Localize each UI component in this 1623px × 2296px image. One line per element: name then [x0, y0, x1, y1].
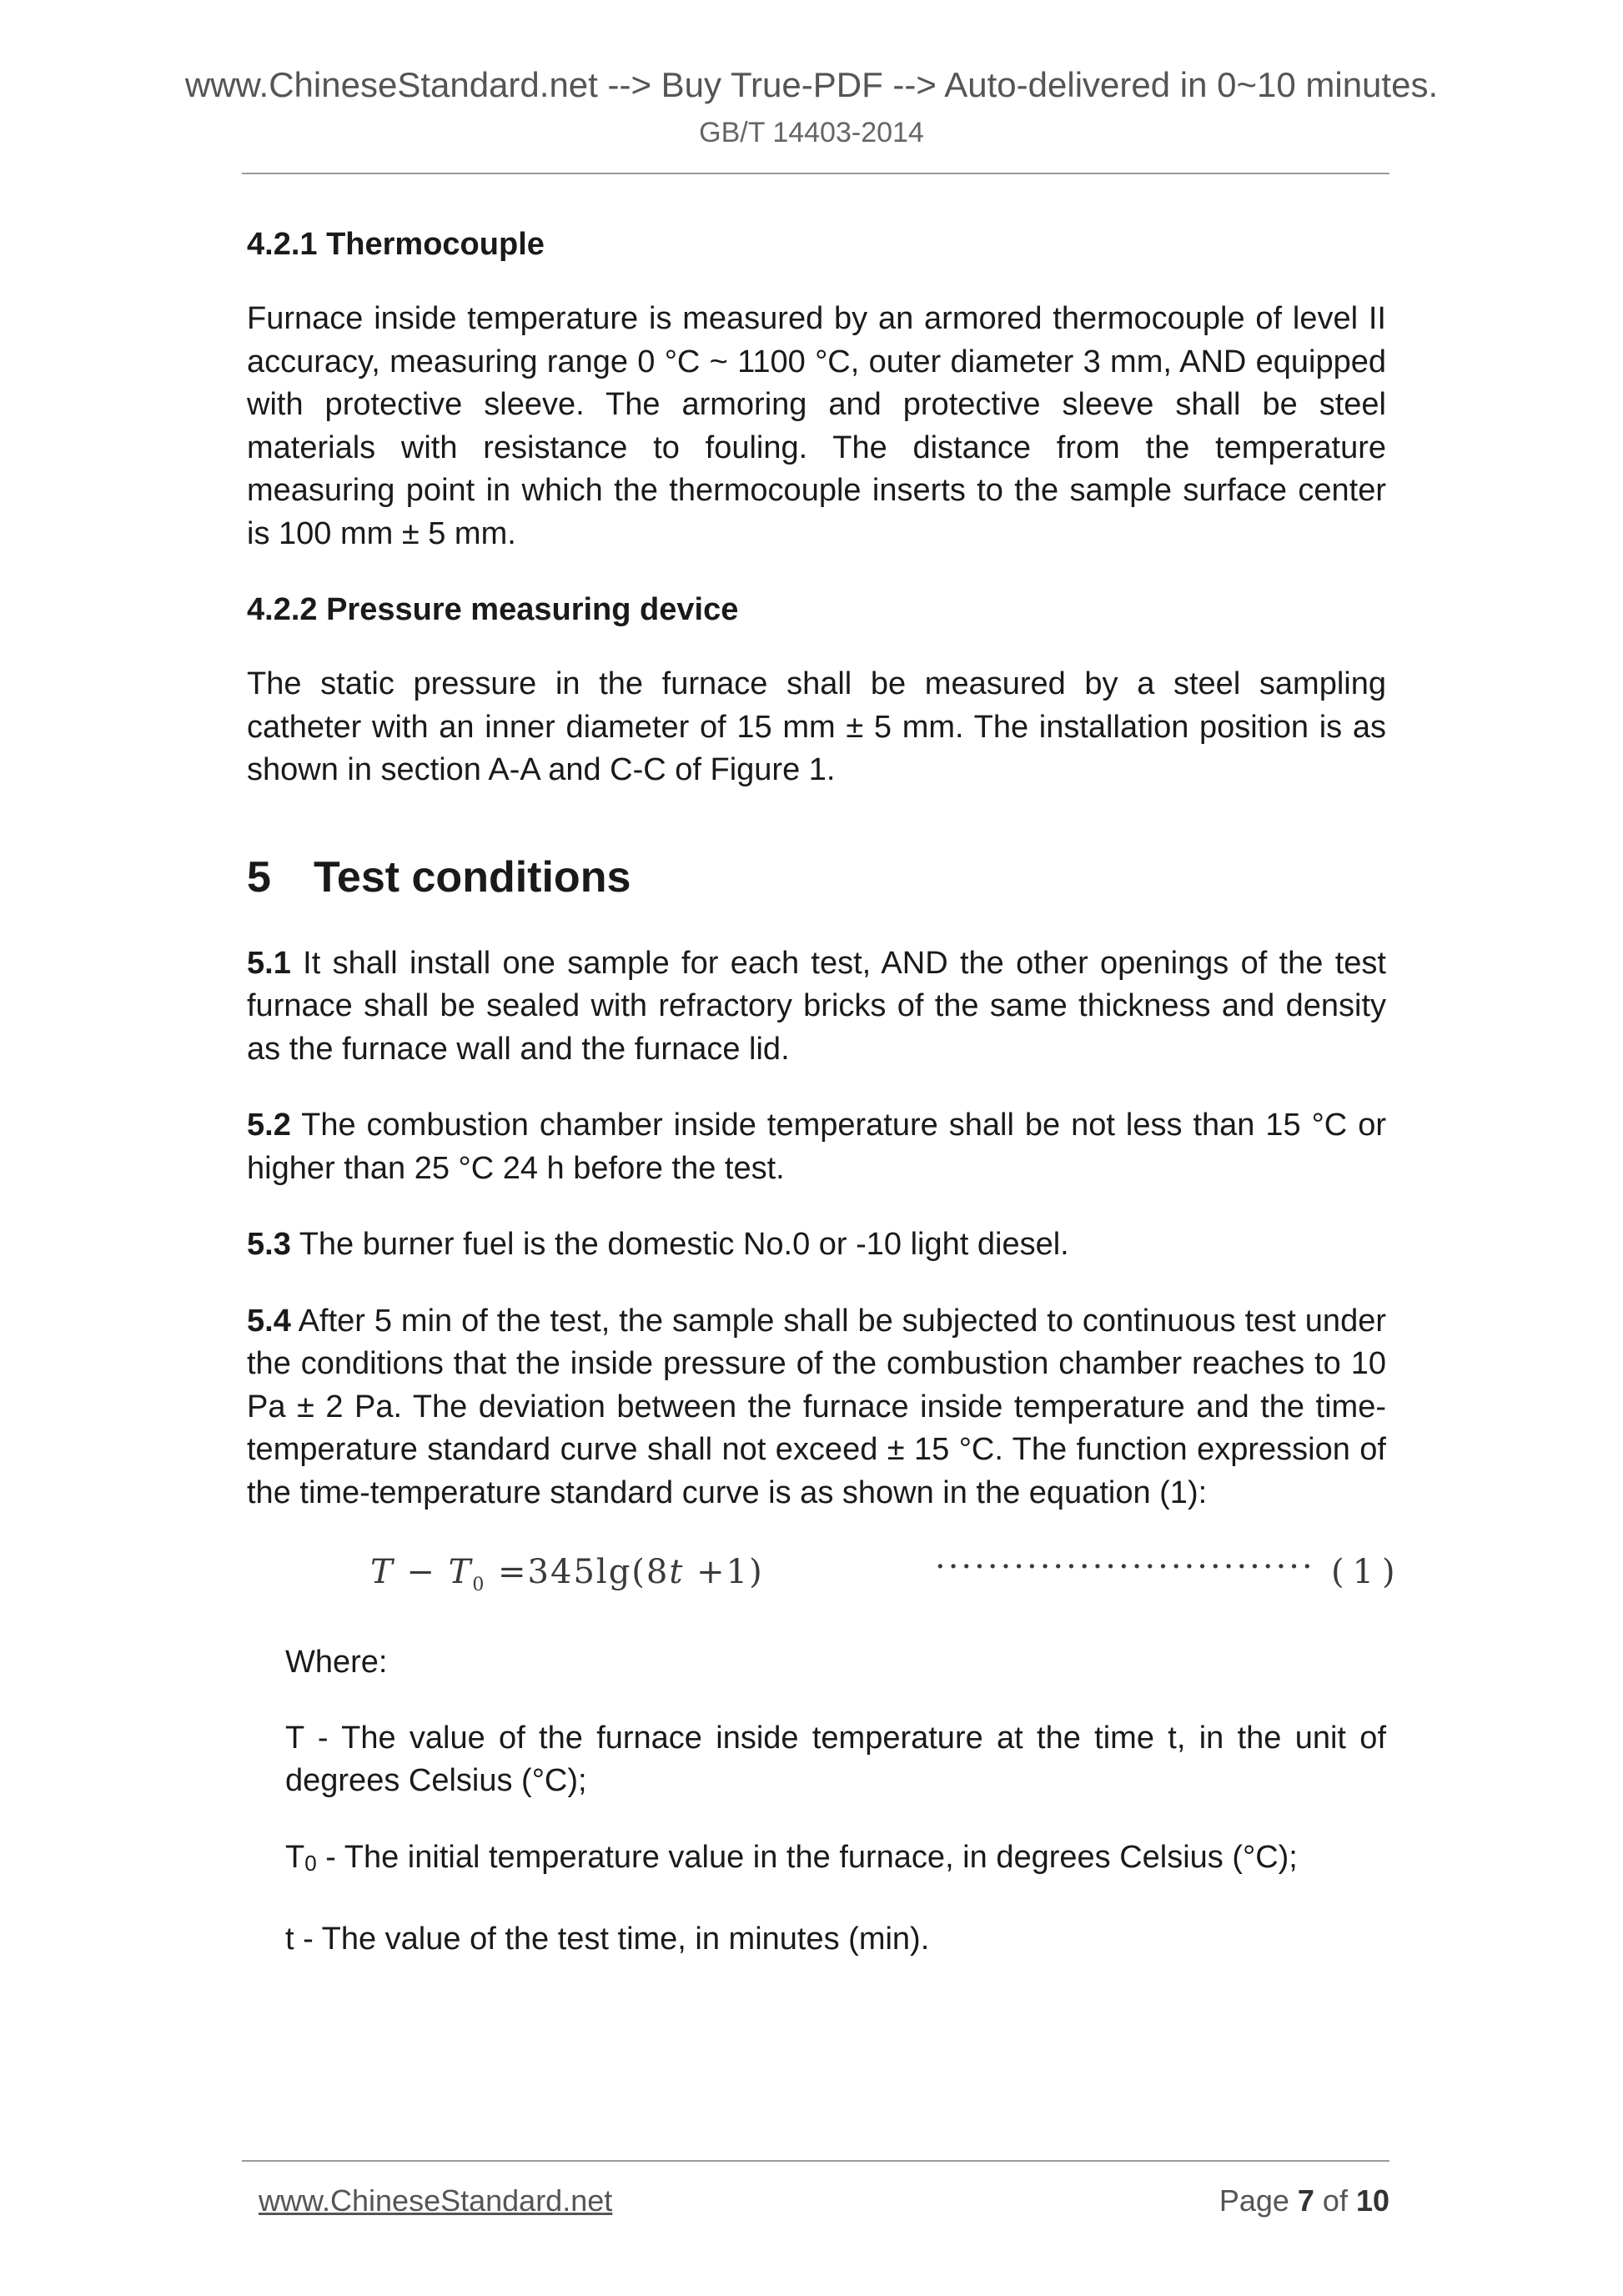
where-T0-definition	[285, 1836, 1386, 1886]
equation-1	[247, 1546, 1404, 1613]
equation-number: (1)	[1331, 1553, 1404, 1591]
footer-website-link[interactable]: www.ChineseStandard.net	[259, 2183, 613, 2218]
clause-5-3-number: 5.3	[247, 1227, 291, 1262]
equation-expression	[370, 1553, 764, 1595]
where-T0-symbol: T	[285, 1839, 305, 1875]
footer-divider	[242, 2160, 1389, 2162]
eq-minus: −	[394, 1553, 449, 1591]
page-number	[1219, 2183, 1389, 2218]
eq-rhs-prefix: =345lg(8	[485, 1553, 670, 1591]
heading-4-2-2: 4.2.2 Pressure measuring device	[247, 592, 739, 627]
where-label: Where:	[285, 1645, 388, 1680]
clause-5-4	[247, 1300, 1386, 1515]
equation-leader-dots: ·····························	[935, 1548, 1315, 1586]
where-T0-text: - The initial temperature value in the furnace, in degrees Celsius (°C);	[316, 1839, 1298, 1875]
clause-5-1-text: It shall install one sample for each test, AND the other openings of the test furnace shall be sealed with refractory bricks of the same thickness and density as the furnace wall and the furnace lid.	[247, 945, 1386, 1067]
clause-5-2	[247, 1104, 1386, 1190]
page-total: 10	[1355, 2183, 1389, 2218]
header-divider	[242, 173, 1389, 174]
where-t-definition: t - The value of the test time, in minutes (min).	[285, 1922, 930, 1957]
eq-var-T0: T	[448, 1553, 473, 1591]
paragraph-4-2-2: The static pressure in the furnace shall be measured by a steel sampling catheter with an inner diameter of 15 mm ± 5 mm. The installation position is as shown in section A-A and C-C of Figure 1.	[247, 666, 1386, 787]
clause-5-2-text: The combustion chamber inside temperature shall be not less than 15 °C or higher than 25 °C 24 h before the test.	[247, 1108, 1386, 1186]
section-5-title: Test conditions	[314, 852, 631, 902]
clause-5-4-text: After 5 min of the test, the sample shall be subjected to continuous test under the conditions that the inside pressure of the combustion chamber reaches to 10 Pa ± 2 Pa. The deviation between the furnace inside temperature and the time-temperature standard curve shall not exceed ± 15 °C. The function expression of the time-temperature standard curve is as shown in the equation (1):	[247, 1303, 1386, 1510]
paragraph-4-2-1: Furnace inside temperature is measured by an armored thermocouple of level II accuracy, measuring range 0 °C ~ 1100 °C, outer diameter 3 mm, AND equipped with protective sleeve. The armoring and protective sleeve shall be steel materials with resistance to fouling. The distance from the temperature measuring point in which the thermocouple inserts to the sample surface center is 100 mm ± 5 mm.	[247, 301, 1386, 551]
clause-5-3	[247, 1223, 1386, 1267]
section-5-number: 5	[247, 852, 271, 902]
page-body	[247, 224, 1404, 1962]
eq-rhs-suffix: +1)	[684, 1553, 764, 1591]
clause-5-1	[247, 942, 1386, 1072]
eq-sub-0: 0	[472, 1575, 486, 1595]
where-T-definition: T - The value of the furnace inside temperature at the time t, in the unit of degrees Celsius (°C);	[285, 1720, 1386, 1798]
clause-5-1-number: 5.1	[247, 945, 291, 981]
standard-id: GB/T 14403-2014	[699, 117, 924, 148]
section-5-heading	[247, 851, 1386, 904]
eq-var-T: T	[370, 1553, 394, 1591]
page-current: 7	[1297, 2183, 1314, 2218]
where-block	[247, 1641, 1386, 1962]
where-T0-subscript: 0	[304, 1850, 317, 1876]
header-banner: www.ChineseStandard.net --> Buy True-PDF --> Auto-delivered in 0~10 minutes.	[184, 65, 1439, 104]
clause-5-3-text: The burner fuel is the domestic No.0 or -10 light diesel.	[290, 1227, 1069, 1262]
heading-4-2-1: 4.2.1 Thermocouple	[247, 227, 545, 262]
clause-5-2-number: 5.2	[247, 1108, 291, 1143]
clause-5-4-number: 5.4	[247, 1303, 291, 1339]
page-prefix: Page	[1219, 2183, 1298, 2218]
eq-var-t: t	[669, 1553, 685, 1591]
page-of: of	[1314, 2183, 1356, 2218]
